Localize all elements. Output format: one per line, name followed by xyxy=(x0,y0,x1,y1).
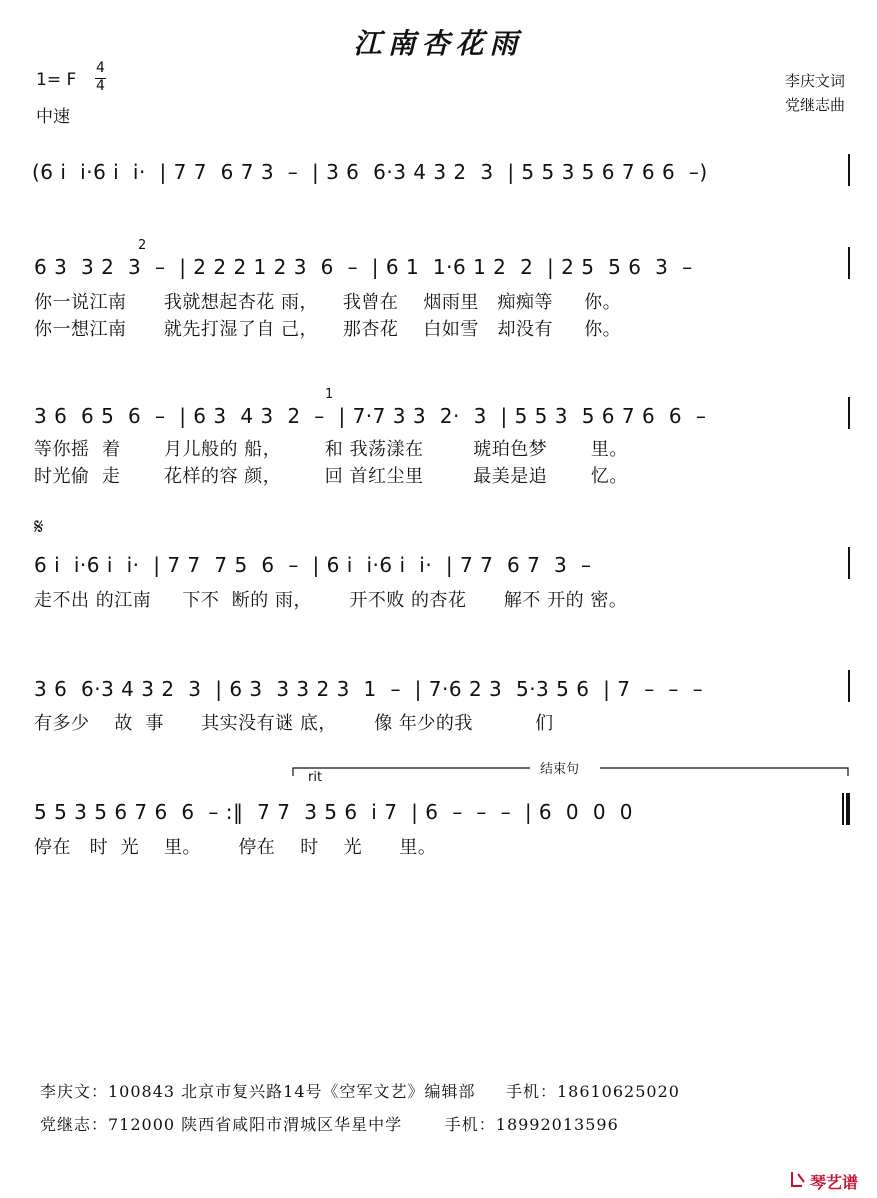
segno-sign: 𝄋 xyxy=(34,515,44,540)
notation-line-6: 5 5 3 5 6 7 6 6 – :‖ 7 7 3 5 6 i 7 | 6 – – – | 6 0 0 0 xyxy=(34,800,633,824)
time-signature-bottom: 4 xyxy=(96,78,105,94)
time-signature-top: 4 xyxy=(96,60,105,76)
watermark-logo-icon xyxy=(790,1170,808,1188)
barline xyxy=(848,154,850,186)
key-signature: 1= F xyxy=(36,70,77,90)
lyricist-credit: 李庆文词 xyxy=(784,72,845,90)
notation-line-3: 3 6 6 5 6 – | 6 3 4 3 2 – | 7·7 3 3 2· 3 | 5 5 3 5 6 7 6 6 – xyxy=(34,404,707,428)
notation-line-2: 6 3 3 2 3 – | 2 2 2 1 2 3 6 – | 6 1 1·6 1 2 2 | 2 5 5 6 3 – xyxy=(34,255,693,279)
grace-note-2: 2 xyxy=(138,238,147,253)
watermark-logo: 琴艺谱 xyxy=(810,1173,859,1192)
tempo-marking: 中速 xyxy=(36,107,70,127)
grace-note-1: 1 xyxy=(325,387,334,402)
barline xyxy=(848,247,850,279)
notation-line-4: 6 i i·6 i i· | 7 7 7 5 6 – | 6 i i·6 i i· | 7 7 6 7 3 – xyxy=(34,553,592,577)
notation-line-5: 3 6 6·3 4 3 2 3 | 6 3 3 3 2 3 1 – | 7·6 2 3 5·3 5 6 | 7 – – – xyxy=(34,677,704,701)
lyrics-line-5: 有多少 故 事 其实没有谜 底， 像 年少的我 们 xyxy=(34,713,554,734)
notation-line-1: (6 i i·6 i i· | 7 7 6 7 3 – | 3 6 6·3 4 3 2 3 | 5 5 3 5 6 7 6 6 –) xyxy=(32,160,708,184)
barline xyxy=(848,670,850,702)
lyrics-line-6: 停在 时 光 里。 停在 时 光 里。 xyxy=(34,837,437,858)
rit-marking: rit xyxy=(308,770,323,785)
footer-contact-composer: 党继志：712000 陕西省咸阳市渭城区华星中学 手机：18992013596 xyxy=(40,1115,619,1134)
song-title: 江南杏花雨 xyxy=(353,27,524,60)
ending-label: 结束句 xyxy=(540,762,580,777)
final-barline-thin xyxy=(842,793,844,825)
lyrics-line-3-verse-2: 时光偷 走 花样的容 颜， 回 首红尘里 最美是追 忆。 xyxy=(34,466,628,487)
composer-credit: 党继志曲 xyxy=(784,96,845,114)
final-barline-thick xyxy=(846,793,850,825)
barline xyxy=(848,547,850,579)
lyrics-line-4: 走不出 的江南 下不 断的 雨， 开不败 的杏花 解不 开的 密。 xyxy=(34,590,628,611)
ending-bracket xyxy=(0,760,877,800)
lyrics-line-3-verse-1: 等你摇 着 月儿般的 船， 和 我荡漾在 琥珀色梦 里。 xyxy=(34,439,628,460)
lyrics-line-2-verse-2: 你一想江南 就先打湿了自 己， 那杏花 白如雪 却没有 你。 xyxy=(34,319,622,340)
footer-contact-lyricist: 李庆文：100843 北京市复兴路14号《空军文艺》编辑部 手机：18610625020 xyxy=(40,1082,680,1101)
barline xyxy=(848,397,850,429)
lyrics-line-2-verse-1: 你一说江南 我就想起杏花 雨， 我曾在 烟雨里 痴痴等 你。 xyxy=(34,292,622,313)
